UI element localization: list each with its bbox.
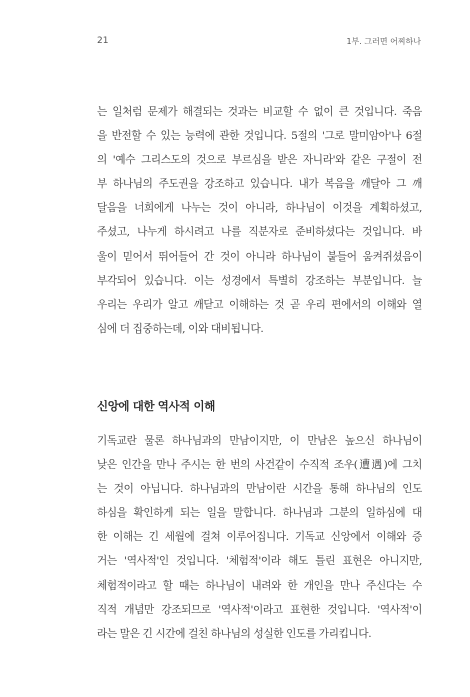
- text-line: 심에 더 집중하는데, 이와 대비됩니다.: [97, 322, 264, 335]
- text-line: 우리는 우리가 알고 깨닫고 이해하는 것 곧 우리 편에서의 이해와 열: [97, 298, 422, 311]
- text-line: 부 하나님의 주도권을 강조하고 있습니다. 내가 복음을 깨달아 그 깨: [97, 178, 422, 191]
- text-line: 는 일처럼 문제가 해결되는 것과는 비교할 수 없이 큰 것입니다. 죽음: [97, 106, 422, 118]
- text-line: 라는 말은 긴 시간에 걸친 하나님의 성실한 인도를 가리킵니다.: [97, 627, 372, 640]
- running-head: 1부. 그러면 어찌하나: [346, 37, 421, 46]
- text-line: 낮은 인간을 만나 주시는 한 번의 사건같이 수직적 조우(遭遇)에 그치: [97, 459, 422, 472]
- page-header: [0, 36, 470, 50]
- text-line: 체험적이라고 할 때는 하나님이 내려와 한 개인을 만나 주신다는 수: [97, 579, 422, 592]
- text-line: 직적 개념만 강조되므로 '역사적'이라고 표현한 것입니다. '역사적'이: [97, 603, 422, 616]
- text-line: 부각되어 있습니다. 이는 성경에서 특별히 강조하는 부분입니다. 늘: [97, 274, 422, 287]
- body-paragraph-2: [97, 429, 422, 646]
- text-line: 한 이해는 긴 세월에 걸쳐 이루어집니다. 기독교 신앙에서 이해와 증: [97, 531, 422, 544]
- body-paragraph-1: [97, 100, 422, 341]
- text-line: 거는 '역사적'인 것입니다. '체험적'이라 해도 틀린 표현은 아니지만,: [97, 555, 422, 568]
- text-line: 하심을 확인하게 되는 일을 말합니다. 하나님과 그분의 일하심에 대: [97, 507, 422, 520]
- text-line: 주셨고, 나누게 하시려고 나를 직분자로 준비하셨다는 것입니다. 바: [97, 226, 422, 239]
- text-line: 달음을 너희에게 나누는 것이 아니라, 하나님이 이것을 계획하셨고,: [97, 202, 422, 215]
- text-line: 의 '예수 그리스도의 것으로 부르심을 받은 자니라'와 같은 구절이 전: [97, 154, 422, 167]
- text-line: 기독교란 물론 하나님과의 만남이지만, 이 만남은 높으신 하나님이: [97, 435, 422, 447]
- page-number: 21: [97, 36, 109, 46]
- text-line: 는 것이 아닙니다. 하나님과의 만남이란 시간을 통해 하나님의 인도: [97, 483, 422, 496]
- section-heading: 신앙에 대한 역사적 이해: [97, 399, 215, 413]
- text-line: 울이 믿어서 뛰어들어 간 것이 아니라 하나님이 붙들어 움켜쥐셨음이: [97, 250, 422, 263]
- text-line: 을 반전할 수 있는 능력에 관한 것입니다. 5절의 '그로 말미암아'나 6절: [97, 130, 422, 143]
